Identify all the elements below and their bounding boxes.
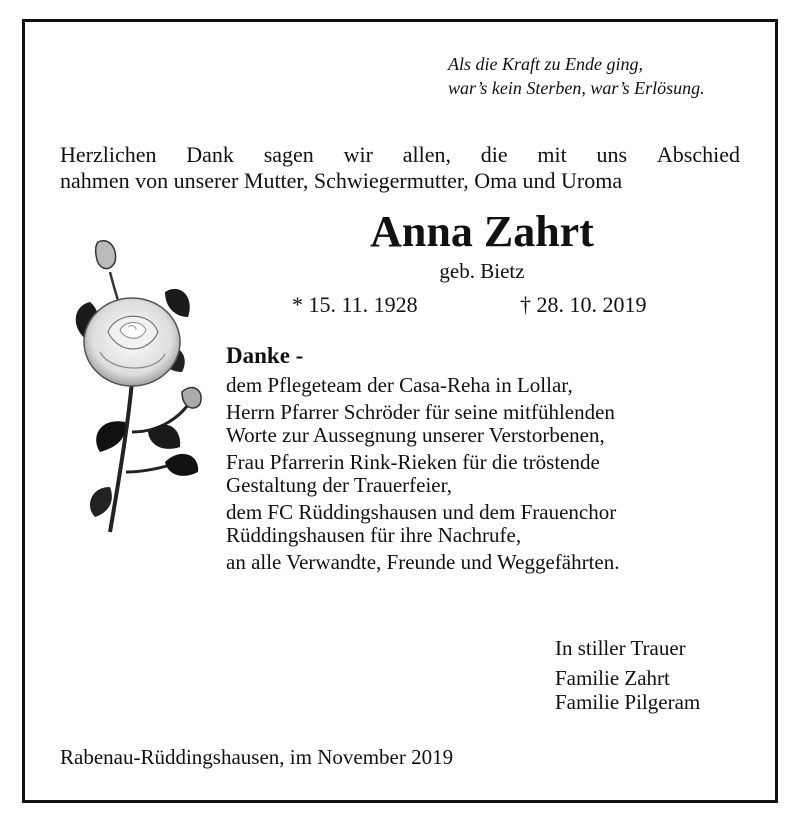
poem-line-2: war’s kein Sterben, war’s Erlösung. [448, 78, 705, 98]
maiden-name: geb. Bietz [439, 259, 525, 283]
intro-word: allen, [402, 142, 451, 167]
thanks-item [226, 501, 746, 547]
thanks-line: Rüddingshausen für ihre Nachrufe, [226, 523, 522, 547]
intro-word: uns [596, 142, 628, 167]
intro-word: wir [343, 142, 373, 167]
death-date: † 28. 10. 2019 [520, 292, 647, 317]
thanks-line: Herrn Pfarrer Schröder für seine mitfühlenden [226, 400, 615, 424]
thanks-line: dem Pflegeteam der Casa-Reha in Lollar, [226, 373, 573, 397]
thanks-line: dem FC Rüddingshausen und dem Frauenchor [226, 500, 617, 524]
thanks-item [226, 374, 746, 397]
signature [555, 636, 700, 714]
thanks-line: Worte zur Aussegnung unserer Verstorbenen, [226, 423, 605, 447]
intro-line-2: nahmen von unserer Mutter, Schwiegermutter, Oma und Uroma [60, 168, 623, 193]
thanks-item [226, 451, 746, 497]
intro-text [60, 142, 740, 194]
thanks-item [226, 401, 746, 447]
intro-word: die [480, 142, 508, 167]
intro-word: mit [537, 142, 567, 167]
thanks-list [226, 374, 746, 578]
birth-date: * 15. 11. 1928 [292, 292, 418, 317]
intro-word: Abschied [656, 142, 740, 167]
family-name: Familie Zahrt [555, 666, 670, 690]
thanks-line: Gestaltung der Trauerfeier, [226, 473, 453, 497]
deceased-name: Anna Zahrt [370, 207, 594, 256]
place-date: Rabenau-Rüddingshausen, im November 2019 [60, 745, 454, 769]
intro-word: Dank [186, 142, 234, 167]
signature-heading: In stiller Trauer [555, 636, 686, 660]
poem [448, 52, 705, 100]
thanks-heading: Danke - [226, 343, 304, 368]
poem-line-1: Als die Kraft zu Ende ging, [448, 54, 643, 74]
rose-illustration [70, 232, 220, 537]
intro-line-1 [60, 142, 740, 168]
intro-word: sagen [263, 142, 314, 167]
thanks-line: an alle Verwandte, Freunde und Weggefährten. [226, 550, 620, 574]
thanks-item [226, 551, 746, 574]
thanks-line: Frau Pfarrerin Rink-Rieken für die tröstende [226, 450, 600, 474]
intro-word: Herzlichen [60, 142, 157, 167]
family-name: Familie Pilgeram [555, 690, 701, 714]
